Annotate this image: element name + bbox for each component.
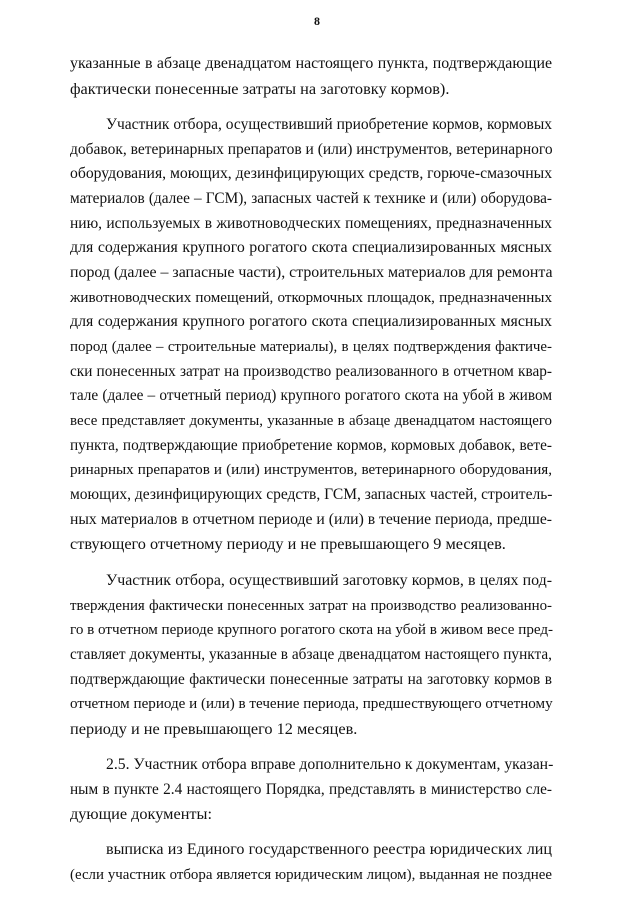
- page-number: 8: [314, 14, 320, 28]
- text-line: пород (далее – строительные материалы), в целях подтверждения фактиче-: [70, 339, 552, 355]
- text-line: ставляет документы, указанные в абзаце двенадцатом настоящего пункта,: [70, 646, 552, 663]
- text-line: го в отчетном периоде крупного рогатого скота на убой в живом весе пред-: [70, 622, 554, 638]
- text-line: добавок, ветеринарных препаратов и (или) инструментов, ветеринарного: [70, 141, 553, 158]
- text-line: пород (далее – запасные части), строительных материалов для ремонта: [70, 264, 553, 281]
- text-line: дующие документы:: [70, 804, 212, 823]
- text-line: весе представляет документы, указанные в абзаце двенадцатом настоящего: [70, 413, 552, 429]
- text-line: ствующего отчетному периоду и не превышающего 9 месяцев.: [70, 534, 506, 553]
- text-line: тале (далее – отчетный период) крупного рогатого скота на убой в живом: [70, 387, 552, 404]
- text-line: материалов (далее – ГСМ), запасных частей к технике и (или) оборудова-: [70, 190, 552, 207]
- text-line: ски понесенных затрат на производство реализованного в отчетном квар-: [70, 363, 552, 380]
- text-line: фактически понесенные затраты на заготовку кормов).: [70, 79, 450, 98]
- text-line: нию, используемых в животноводческих помещениях, предназначенных: [70, 215, 552, 232]
- text-line: для содержания крупного рогатого скота специализированных мясных: [70, 313, 552, 330]
- text-line: Участник отбора, осуществивший приобретение кормов, кормовых: [106, 116, 552, 133]
- text-line: подтверждающие фактически понесенные затраты на заготовку кормов в: [70, 671, 552, 688]
- text-line: оборудования, моющих, дезинфицирующих средств, горюче-смазочных: [70, 165, 553, 182]
- text-line: (если участник отбора является юридическим лицом), выданная не позднее: [70, 867, 552, 883]
- text-line: Участник отбора, осуществивший заготовку кормов, в целях под-: [106, 572, 552, 589]
- text-line: моющих, дезинфицирующих средств, ГСМ, запасных частей, строитель-: [70, 486, 553, 503]
- text-line: 2.5. Участник отбора вправе дополнительно к документам, указан-: [106, 756, 554, 773]
- text-line: ным в пункте 2.4 настоящего Порядка, представлять в министерство сле-: [70, 781, 552, 798]
- text-line: выписка из Единого государственного реестра юридических лиц: [106, 841, 552, 858]
- text-line: для содержания крупного рогатого скота специализированных мясных: [70, 239, 552, 256]
- text-line: пункта, подтверждающие приобретение кормов, кормовых добавок, вете-: [70, 437, 552, 454]
- text-line: ринарных препаратов и (или) инструментов, ветеринарного оборудования,: [70, 462, 552, 478]
- text-line: ных материалов в отчетном периоде и (или) в течение периода, предше-: [70, 511, 553, 528]
- text-line: отчетном периоде и (или) в течение периода, предшествующего отчетному: [70, 696, 553, 712]
- text-line: периоду и не превышающего 12 месяцев.: [70, 719, 358, 738]
- text-line: указанные в абзаце двенадцатом настоящего пункта, подтверждающие: [70, 55, 552, 72]
- text-line: тверждения фактически понесенных затрат на производство реализованно-: [70, 598, 552, 614]
- text-line: животноводческих помещений, откормочных площадок, предназначенных: [70, 290, 552, 306]
